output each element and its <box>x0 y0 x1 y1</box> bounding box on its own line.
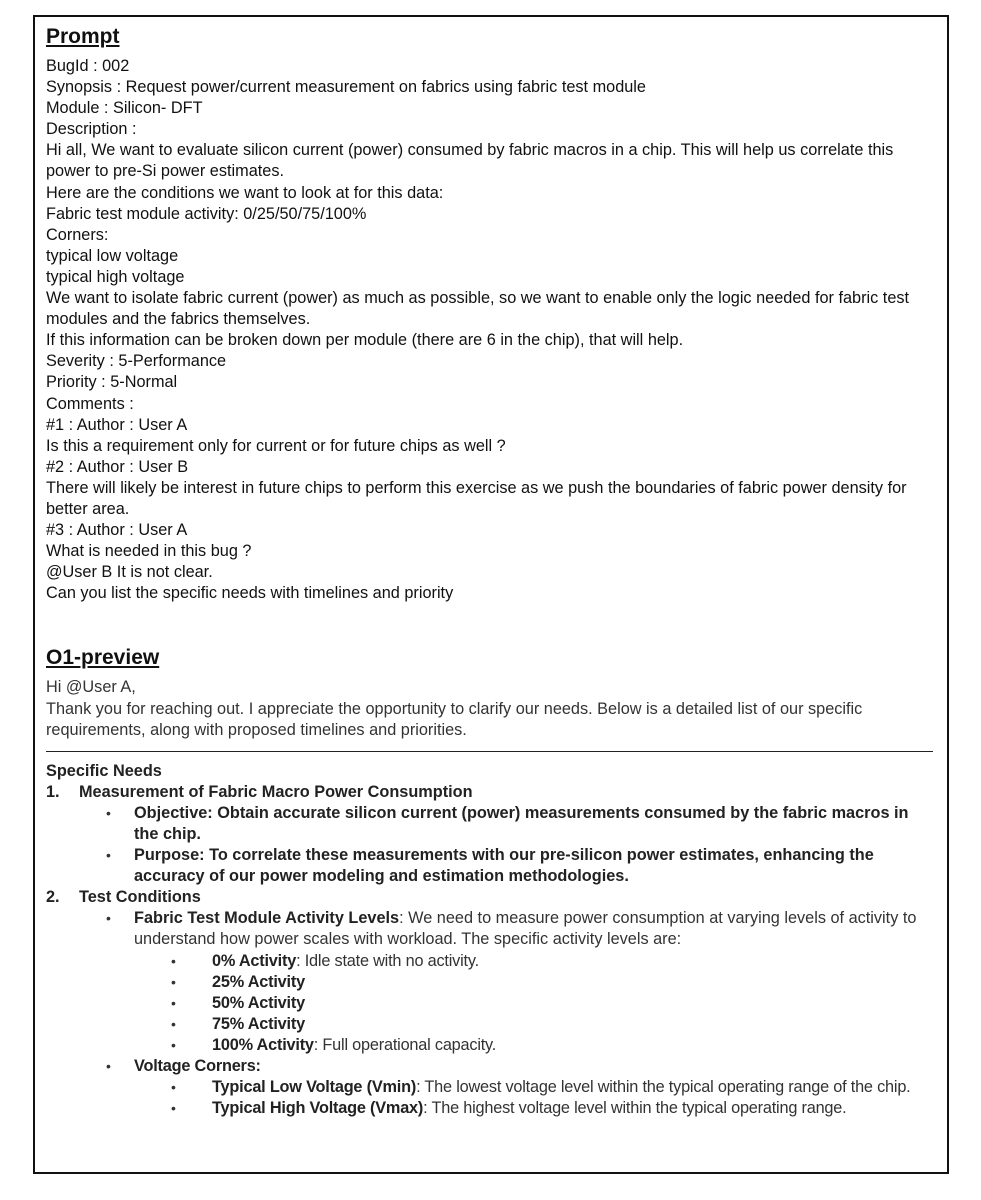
document-content <box>46 24 936 1119</box>
description-label: Description : <box>46 120 137 139</box>
sub-bullet-item <box>46 993 936 1014</box>
sub-bullet-item <box>46 1077 936 1098</box>
list-number: 1. <box>46 782 60 801</box>
comment-1-text: Is this a requirement only for current or for future chips as well ? <box>46 436 506 455</box>
corners-label: Corners: <box>46 225 109 244</box>
bug-id: BugId : 002 <box>46 57 130 75</box>
bullet-icon: • <box>106 1058 111 1075</box>
sub-bullet-item <box>46 1035 936 1056</box>
list-item <box>46 782 936 803</box>
bullet-item <box>46 1056 936 1077</box>
sub-bullet-bold-text: Typical High Voltage (Vmax) <box>212 1099 424 1118</box>
bullet-icon: • <box>171 1079 176 1096</box>
comment-3-mention: @User B It is not clear. <box>46 563 213 582</box>
list-item <box>46 887 936 908</box>
sub-bullet-text: : Full operational capacity. <box>313 1035 497 1054</box>
bullet-bold-text: Voltage Corners: <box>134 1057 261 1076</box>
list-number: 2. <box>46 888 60 907</box>
synopsis: Synopsis : Request power/current measurement on fabrics using fabric test module <box>46 78 646 97</box>
comment-3-author: #3 : Author : User A <box>46 521 188 540</box>
bullet-icon: • <box>171 1100 176 1117</box>
comment-2-author: #2 : Author : User B <box>46 457 189 476</box>
sub-bullet-item <box>46 1098 936 1119</box>
bullet-bold-text: Purpose: To correlate these measurements with our pre-silicon power estimates, enhancing the accuracy of our power modeling and estimation methodologies. <box>134 846 874 886</box>
sub-bullet-bold-text: 50% Activity <box>212 993 305 1012</box>
severity: Severity : 5-Performance <box>46 352 227 371</box>
breakdown-note: If this information can be broken down per module (there are 6 in the chip), that will help. <box>46 331 684 350</box>
module: Module : Silicon- DFT <box>46 99 203 118</box>
section-spacer <box>46 604 936 645</box>
sub-bullet-bold-text: 75% Activity <box>212 1014 305 1033</box>
bullet-item <box>46 803 936 845</box>
sub-bullet-bold-text: Typical Low Voltage (Vmin) <box>212 1078 417 1097</box>
sub-bullet-text: : The lowest voltage level within the typical operating range of the chip. <box>416 1078 911 1097</box>
response-heading: O1-preview <box>46 646 160 670</box>
sub-bullet-item <box>46 972 936 993</box>
comment-1-author: #1 : Author : User A <box>46 415 188 434</box>
bullet-icon: • <box>106 804 111 821</box>
bullet-bold-text: Objective: Obtain accurate silicon current (power) measurements consumed by the fabric macros in the chip. <box>134 803 909 843</box>
sub-bullet-bold-text: 100% Activity <box>212 1035 314 1054</box>
sub-bullet-item <box>46 951 936 972</box>
bullet-item <box>46 845 936 887</box>
prompt-body <box>46 56 936 604</box>
list-item-title: Measurement of Fabric Macro Power Consumption <box>79 782 473 801</box>
section-title: Specific Needs <box>46 761 162 780</box>
bullet-text: : We need to measure power consumption at varying levels of activity to understand how power scales with workload. The specific activity levels are: <box>134 909 917 949</box>
conditions-intro: Here are the conditions we want to look at for this data: <box>46 183 444 202</box>
bullet-icon: • <box>171 994 176 1011</box>
list-item-title: Test Conditions <box>79 888 201 907</box>
bullet-icon: • <box>171 1015 176 1032</box>
horizontal-divider <box>46 751 933 752</box>
intro-paragraph: Thank you for reaching out. I appreciate the opportunity to clarify our needs. Below is a detailed list of our specific requirements, along with proposed timelines and priorities. <box>46 699 863 739</box>
comments-label: Comments : <box>46 394 134 413</box>
isolation-note: We want to isolate fabric current (power) as much as possible, so we want to enable only the logic needed for fabric test modules and the fabrics themselves. <box>46 289 910 329</box>
prompt-heading: Prompt <box>46 25 120 48</box>
comment-2-text: There will likely be interest in future chips to perform this exercise as we push the boundaries of fabric power density for better area. <box>46 478 907 518</box>
greeting: Hi @User A, <box>46 678 136 697</box>
corner-low-voltage: typical low voltage <box>46 246 179 265</box>
bullet-icon: • <box>106 910 111 927</box>
description-text: Hi all, We want to evaluate silicon current (power) consumed by fabric macros in a chip. This will help us correlate this power to pre-Si power estimates. <box>46 141 894 181</box>
bullet-icon: • <box>171 973 176 990</box>
bullet-bold-text: Fabric Test Module Activity Levels <box>134 909 400 928</box>
sub-bullet-bold-text: 0% Activity <box>212 951 297 970</box>
bullet-icon: • <box>171 952 176 969</box>
bullet-icon: • <box>106 847 111 864</box>
sub-bullet-text: : The highest voltage level within the typical operating range. <box>423 1099 847 1118</box>
corner-high-voltage: typical high voltage <box>46 267 185 286</box>
bullet-item <box>46 908 936 950</box>
activity-conditions: Fabric test module activity: 0/25/50/75/100% <box>46 204 367 223</box>
bullet-icon: • <box>171 1036 176 1053</box>
sub-bullet-item <box>46 1014 936 1035</box>
priority: Priority : 5-Normal <box>46 373 178 392</box>
sub-bullet-bold-text: 25% Activity <box>212 972 305 991</box>
response-body <box>46 677 936 1119</box>
sub-bullet-text: : Idle state with no activity. <box>296 951 479 970</box>
comment-3-request: Can you list the specific needs with timelines and priority <box>46 584 454 603</box>
comment-3-text: What is needed in this bug ? <box>46 542 252 561</box>
